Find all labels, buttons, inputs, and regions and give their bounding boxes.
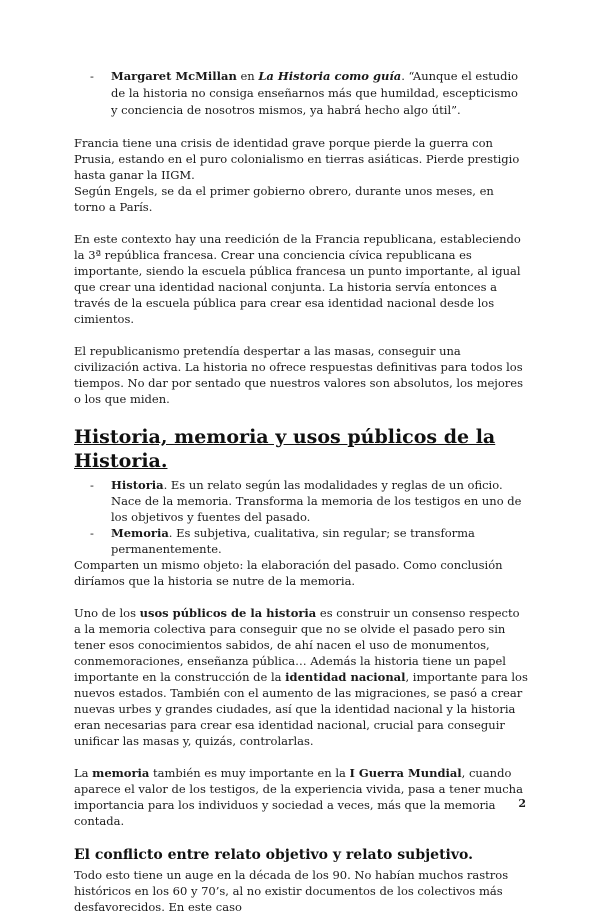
paragraph-republicanismo: El republicanismo pretendía despertar a las masas, conseguir una civilización activa. La historia no ofrece respuestas definitivas para todos los tiempos. No dar por sentado que nuestros valores son absolutos, los mejores o los que miden. <box>74 344 523 406</box>
paragraph-memoria-guerra: La memoria también es muy importante en la I Guerra Mundial, cuando aparece el valor de los testigos, de la experiencia vivida, pasa a tener mucha importancia para los individuos y sociedad a veces, más que la memoria contada. <box>74 766 523 828</box>
quote-book: La Historia como guía <box>258 69 402 83</box>
bullet-text: . Es un relato según las modalidades y reglas de un oficio. Nace de la memoria. Transforma la memoria de los testigos en uno de los objetivos y fuentes del pasado. <box>111 478 522 524</box>
paragraph-auge-90: Todo esto tiene un auge en la década de los 90. No habían muchos rastros históricos en los 60 y 70’s, al no existir documentos de los colectivos más desfavorecidos. En este caso <box>74 868 509 914</box>
quote-bullet <box>74 68 528 119</box>
bullet-term: Memoria <box>111 526 169 540</box>
paragraph-francia: Francia tiene una crisis de identidad grave porque pierde la guerra con Prusia, estando en el puro colonialismo en tierras asiáticas. Pierde prestigio hasta ganar la IIGM. <box>74 136 520 182</box>
bullet-memoria <box>74 525 528 557</box>
bullet-dash: - <box>90 478 94 492</box>
paragraph-comparten: Comparten un mismo objeto: la elaboración del pasado. Como conclusión diríamos que la historia se nutre de la memoria. <box>74 558 503 588</box>
bullet-text: . Es subjetiva, cualitativa, sin regular; se transforma permanentemente. <box>111 526 475 556</box>
section-heading-conflicto: El conflicto entre relato objetivo y relato subjetivo. <box>74 847 473 863</box>
quote-author: Margaret McMillan <box>111 69 237 83</box>
bullet-dash: - <box>90 526 94 540</box>
paragraph-republica: En este contexto hay una reedición de la Francia republicana, estableciendo la 3ª república francesa. Crear una conciencia cívica republicana es importante, siendo la escuela pública francesa un punto importante, al igual que crear una identidad nacional conjunta. La historia servía entonces a través de la escuela pública para crear esa identidad nacional desde los cimientos. <box>74 232 521 326</box>
bold-identidad-nacional: identidad nacional <box>285 670 406 684</box>
quote-connector: en <box>236 69 259 83</box>
bullet-dash: - <box>90 69 94 83</box>
quote-text: . “Aunque el estudio de la historia no consiga enseñarnos más que humildad, escepticismo y conciencia de nosotros mismos, ya habrá hecho algo útil”. <box>111 69 519 117</box>
bold-memoria: memoria <box>92 766 150 780</box>
section-heading-historia-memoria: Historia, memoria y usos públicos de la Historia. <box>74 426 496 472</box>
paragraph-engels: Según Engels, se da el primer gobierno obrero, durante unos meses, en torno a París. <box>74 184 494 214</box>
bold-guerra-mundial: I Guerra Mundial <box>349 766 462 780</box>
bullet-historia <box>74 477 528 525</box>
page-number: 2 <box>518 797 526 810</box>
bullet-term: Historia <box>111 478 164 492</box>
paragraph-usos-publicos: Uno de los usos públicos de la historia es construir un consenso respecto a la memoria colectiva para conseguir que no se olvide el pasado pero sin tener esos conocimientos sabidos, de ahí nacen el uso de monumentos, conmemoraciones, enseñanza pública… Además la historia tiene un papel importante en la construcción de la identidad nacional, importante para los nuevos estados. También con el aumento de las migraciones, se pasó a crear nuevas urbes y grandes ciudades, así que la identidad nacional y la historia eran necesarias para crear esa identidad nacional, crucial para conseguir unificar las masas y, quizás, controlarlas. <box>74 606 528 748</box>
bold-usos-publicos: usos públicos de la historia <box>139 606 317 620</box>
